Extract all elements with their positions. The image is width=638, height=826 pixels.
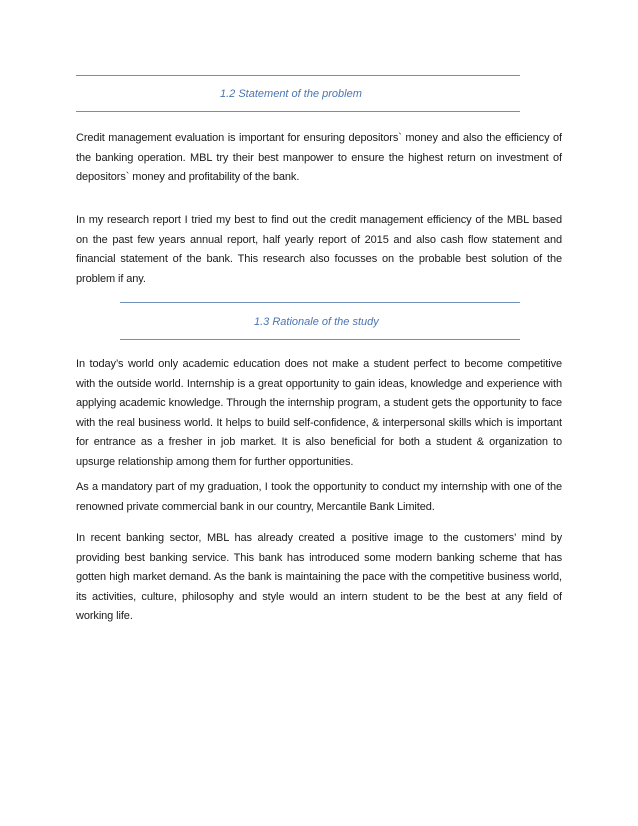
heading-rule-top xyxy=(120,302,520,303)
paragraph: In today’s world only academic education does not make a student perfect to become competitive with the outside world. Internship is a great opportunity to gain ideas, knowledge and experience with applying academic knowledge. Through the internship program, a student gets the opportunity to face with the real business world. It helps to build self-confidence, & interpersonal skills which is important for entrance as a fresher in job market. It is also beneficial for both a student & organization to upsurge relationship among them for further opportunities. xyxy=(76,358,562,468)
paragraph: In recent banking sector, MBL has already created a positive image to the customers’ mind by providing best banking service. This bank has introduced some modern banking scheme that has gotten high market demand. As the bank is maintaining the pace with the competitive business world, its activities, culture, philosophy and style would an intern student to be the best at any field of working life. xyxy=(76,532,562,623)
heading-rule-top xyxy=(76,75,520,76)
heading-rule-bottom xyxy=(76,111,520,112)
heading-rule-bottom xyxy=(120,339,520,340)
paragraph: In my research report I tried my best to find out the credit management efficiency of the MBL based on the past few years annual report, half yearly report of 2015 and also cash flow statement and financial statement of the bank. This research also focusses on the probable best solution of the problem if any. xyxy=(76,214,562,285)
section-heading-1-2: 1.2 Statement of the problem xyxy=(220,88,362,100)
paragraph: Credit management evaluation is important for ensuring depositors` money and also the efficiency of the banking operation. MBL try their best manpower to ensure the highest return on investment of depositors` money and profitability of the bank. xyxy=(76,132,562,184)
paragraph: As a mandatory part of my graduation, I took the opportunity to conduct my internship with one of the renowned private commercial bank in our country, Mercantile Bank Limited. xyxy=(76,481,562,513)
section-heading-1-3: 1.3 Rationale of the study xyxy=(254,316,379,328)
